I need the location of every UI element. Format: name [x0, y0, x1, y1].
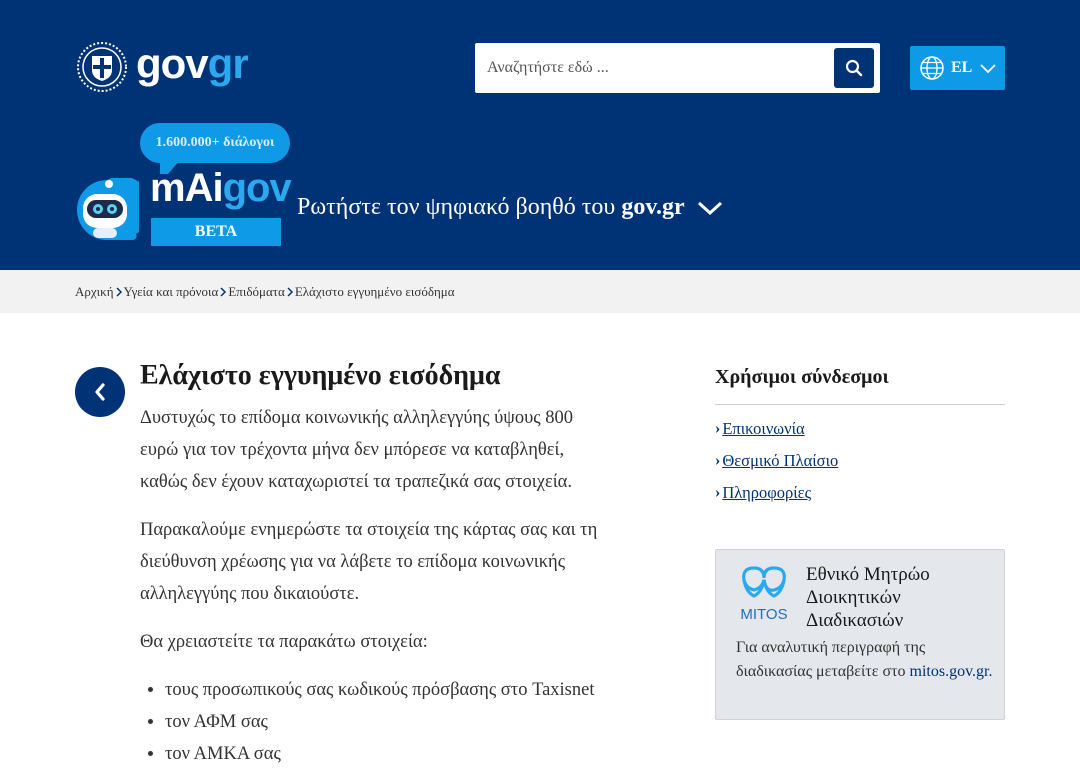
logo-text: govgr: [136, 40, 248, 87]
mitos-card: [715, 549, 1005, 720]
list-item: [715, 477, 838, 509]
link-contact[interactable]: Επικοινωνία: [722, 419, 805, 438]
robot-assistant-icon[interactable]: [75, 178, 139, 244]
chevron-down-icon: [697, 200, 723, 216]
mitos-description: [736, 636, 996, 684]
chevron-left-icon: [93, 383, 107, 401]
divider: [715, 404, 1005, 405]
back-button[interactable]: [75, 367, 125, 417]
dialogues-count-bubble: 1.600.000+ διάλογοι: [140, 123, 290, 163]
list-item: [715, 413, 838, 445]
useful-links-title: Χρήσιμοι σύνδεσμοι: [715, 366, 889, 388]
chevron-right-icon: [219, 287, 227, 297]
list-item: • τον ΑΦΜ σας: [165, 706, 610, 738]
language-code: EL: [951, 59, 973, 76]
search-button[interactable]: [834, 48, 874, 88]
main-content: [140, 402, 610, 768]
list-item: • τον ΑΜΚΑ σας: [165, 738, 610, 768]
assistant-toggle[interactable]: [297, 194, 723, 221]
greek-emblem-icon: [76, 41, 128, 93]
list-item: [715, 445, 838, 477]
breadcrumb-health[interactable]: Υγεία και πρόνοια: [123, 283, 219, 299]
beta-badge: BETA: [151, 218, 281, 246]
paragraph: Παρακαλούμε ενημερώστε τα στοιχεία της κάρτας σας και τη διεύθυνση χρέωσης για να λάβετε το επίδομα κοινωνικής αλληλεγγύης που δικαιούστε.: [140, 520, 598, 604]
breadcrumb-benefits[interactable]: Επιδόματα: [228, 283, 285, 299]
mitos-logo-icon: [740, 562, 788, 622]
maigov-brand: mAigov: [150, 166, 291, 210]
chevron-down-icon: [979, 62, 997, 74]
requirements-list: [140, 674, 610, 768]
breadcrumb: [0, 270, 1080, 313]
chevron-right-icon: [115, 287, 123, 297]
language-selector[interactable]: [910, 46, 1005, 90]
link-legal-framework[interactable]: Θεσμικό Πλαίσιο: [722, 451, 839, 470]
breadcrumb-current: Ελάχιστο εγγυημένο εισόδημα: [294, 283, 455, 299]
site-header: [0, 0, 1080, 270]
mitos-logo-text: MITOS: [740, 606, 788, 622]
link-information[interactable]: Πληροφορίες: [722, 483, 812, 502]
assistant-prompt-bold: gov.gr: [621, 194, 685, 220]
globe-icon: [919, 55, 945, 81]
search-bar: [475, 43, 880, 93]
list-item: • τους προσωπικούς σας κωδικούς πρόσβασης στο Taxisnet: [165, 674, 610, 706]
assistant-prompt: Ρωτήστε τον ψηφιακό βοηθό του: [297, 194, 616, 220]
paragraph: Θα χρειαστείτε τα παρακάτω στοιχεία:: [140, 632, 428, 652]
mitos-desc-text: Για αναλυτική περιγραφή της διαδικασίας μεταβείτε στο: [736, 639, 926, 680]
breadcrumb-home[interactable]: Αρχική: [75, 283, 114, 299]
chevron-right-icon: ›: [715, 484, 721, 501]
mitos-heading: Εθνικό Μητρώο Διοικητικών Διαδικασιών: [806, 564, 930, 631]
page-title: Ελάχιστο εγγυημένο εισόδημα: [140, 360, 501, 391]
mitos-link[interactable]: mitos.gov.gr.: [909, 663, 993, 680]
paragraph: Δυστυχώς το επίδομα κοινωνικής αλληλεγγύης ύψους 800 ευρώ για τον τρέχοντα μήνα δεν μπόρεσε να καταβληθεί, καθώς δεν έχουν καταχωριστεί τα τραπεζικά σας στοιχεία.: [140, 408, 573, 492]
search-input[interactable]: [475, 43, 830, 93]
chevron-right-icon: ›: [715, 420, 721, 437]
search-icon: [845, 59, 863, 77]
useful-links-list: [715, 413, 838, 509]
chevron-right-icon: ›: [715, 452, 721, 469]
govgr-logo[interactable]: [76, 40, 248, 94]
chevron-right-icon: [286, 287, 294, 297]
